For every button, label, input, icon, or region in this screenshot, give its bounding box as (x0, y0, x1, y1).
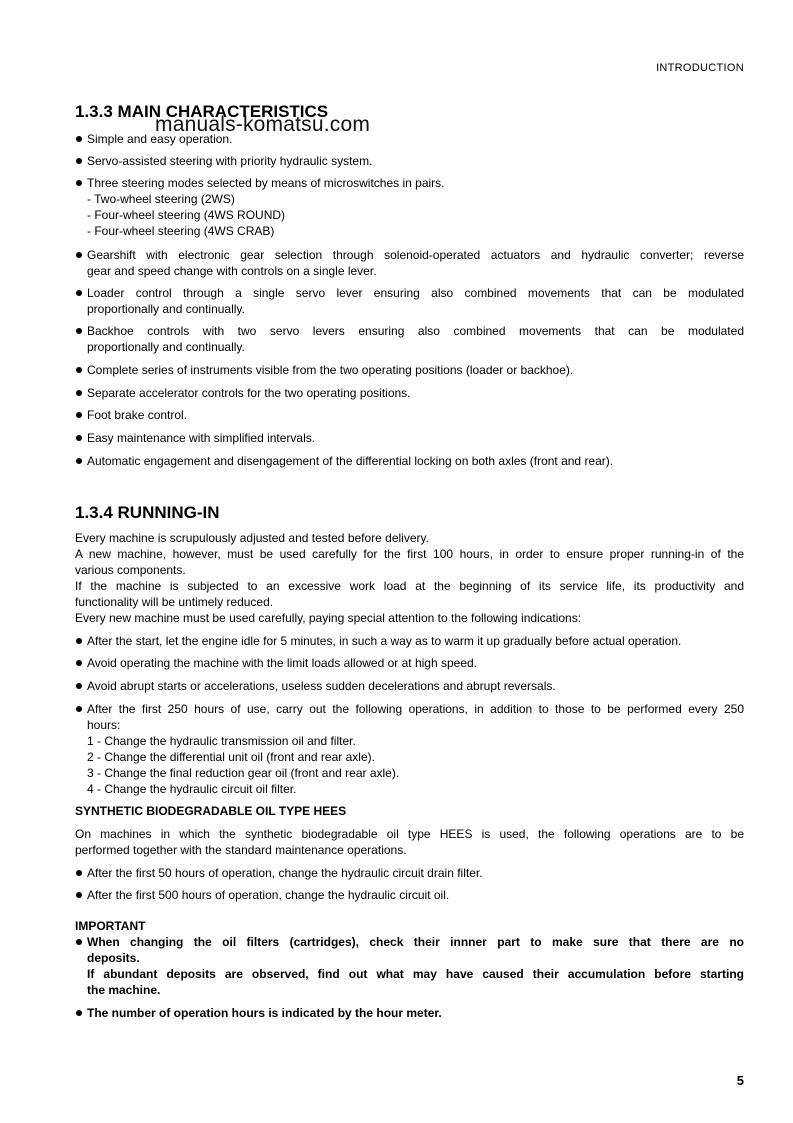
text-line: 2 - Change the differential unit oil (front and rear axle). (87, 750, 375, 764)
subheading (75, 918, 744, 934)
bullet-icon (76, 328, 82, 334)
text-line: Easy maintenance with simplified intervals. (87, 431, 316, 445)
bullet-item (75, 701, 744, 797)
text-line: Complete series of instruments visible from the two operating positions (loader or backhoe). (87, 363, 574, 377)
bullet-item (75, 633, 744, 649)
text-line: A new machine, however, must be used carefully for the first 100 hours, in order to ensure proper running-in of the (75, 547, 744, 561)
text-line: the machine. (87, 983, 161, 997)
bullet-item (75, 131, 744, 147)
bullet-icon (76, 367, 82, 373)
section-heading (75, 503, 744, 522)
bullet-item (75, 430, 744, 446)
text-line: Backhoe controls with two servo levers ensuring also combined movements that can be modulated (87, 324, 744, 338)
running-header: INTRODUCTION (656, 62, 744, 74)
bullet-icon (76, 412, 82, 418)
bullet-item (75, 655, 744, 671)
bullet-item (75, 407, 744, 423)
text-line: deposits. (87, 951, 140, 965)
bullet-icon (76, 458, 82, 464)
paragraph (75, 530, 744, 626)
bullet-icon (76, 870, 82, 876)
text-line: 3 - Change the final reduction gear oil (front and rear axle). (87, 766, 400, 780)
bullet-item (75, 934, 744, 998)
text-line: functionality will be untimely reduced. (75, 595, 274, 609)
text-line: - Four-wheel steering (4WS ROUND) (87, 208, 286, 222)
text-line: Servo-assisted steering with priority hydraulic system. (87, 154, 373, 168)
bullet-icon (76, 390, 82, 396)
text-line: Three steering modes selected by means of microswitches in pairs. (87, 176, 445, 190)
text-line: gear and speed change with controls on a single lever. (87, 264, 377, 278)
bullet-icon (76, 290, 82, 296)
bullet-icon (76, 158, 82, 164)
text-line: Automatic engagement and disengagement of the differential locking on both axles (front and rear). (87, 454, 614, 468)
text-line: Avoid abrupt starts or accelerations, useless sudden decelerations and abrupt reversals. (87, 679, 556, 693)
bullet-icon (76, 180, 82, 186)
bullet-icon (76, 252, 82, 258)
bullet-item (75, 175, 744, 239)
text-line: After the first 50 hours of operation, change the hydraulic circuit drain filter. (87, 866, 483, 880)
page-number: 5 (736, 1073, 744, 1088)
bullet-item (75, 865, 744, 881)
text-line: On machines in which the synthetic biodegradable oil type HEES is used, the following operations are to be (75, 827, 744, 841)
bullet-icon (76, 660, 82, 666)
bullet-item (75, 1005, 744, 1021)
text-line: - Two-wheel steering (2WS) (87, 192, 235, 206)
text-line: proportionally and continually. (87, 302, 245, 316)
text-line: If abundant deposits are observed, find out what may have caused their accumulation before starting (87, 967, 744, 981)
text-line: Avoid operating the machine with the limit loads allowed or at high speed. (87, 656, 478, 670)
bullet-icon (76, 683, 82, 689)
text-line: Separate accelerator controls for the two operating positions. (87, 386, 411, 400)
text-line: proportionally and continually. (87, 340, 245, 354)
bullet-item (75, 247, 744, 279)
text-line: various components. (75, 563, 186, 577)
bullet-item (75, 678, 744, 694)
bullet-icon (76, 892, 82, 898)
text-line: 1.3.3 MAIN CHARACTERISTICS (75, 102, 329, 121)
text-line: After the first 500 hours of operation, change the hydraulic circuit oil. (87, 888, 450, 902)
bullet-icon (76, 706, 82, 712)
bullet-icon (76, 638, 82, 644)
text-line: Every new machine must be used carefully, paying special attention to the following indications: (75, 611, 582, 625)
text-line: Foot brake control. (87, 408, 188, 422)
section-heading (75, 102, 744, 121)
bullet-item (75, 887, 744, 903)
text-line: 1.3.4 RUNNING-IN (75, 503, 220, 522)
text-line: Loader control through a single servo lever ensuring also combined movements that can be modulated (87, 286, 744, 300)
bullet-item (75, 453, 744, 469)
text-line: If the machine is subjected to an excessive work load at the beginning of its service life, its productivity and (75, 579, 744, 593)
text-line: SYNTHETIC BIODEGRADABLE OIL TYPE HEES (75, 804, 347, 818)
text-line: After the first 250 hours of use, carry out the following operations, in addition to those to be performed every 250 (87, 702, 744, 716)
bullet-icon (76, 435, 82, 441)
text-line: After the start, let the engine idle for 5 minutes, in such a way as to warm it up gradually before actual operation. (87, 634, 682, 648)
bullet-item (75, 285, 744, 317)
bullet-item (75, 385, 744, 401)
text-line: Gearshift with electronic gear selection through solenoid-operated actuators and hydraulic converter; reverse (87, 248, 744, 262)
subheading (75, 803, 744, 819)
bullet-icon (76, 1010, 82, 1016)
bullet-item (75, 323, 744, 355)
text-line: IMPORTANT (75, 919, 146, 933)
bullet-icon (76, 939, 82, 945)
text-line: Simple and easy operation. (87, 132, 233, 146)
bullet-item (75, 153, 744, 169)
bullet-item (75, 362, 744, 378)
text-line: hours: (87, 718, 121, 732)
paragraph (75, 826, 744, 858)
text-line: Every machine is scrupulously adjusted and tested before delivery. (75, 531, 429, 545)
text-line: 4 - Change the hydraulic circuit oil filter. (87, 782, 297, 796)
text-line: 1 - Change the hydraulic transmission oil and filter. (87, 734, 356, 748)
text-line: performed together with the standard maintenance operations. (75, 843, 407, 857)
bullet-icon (76, 136, 82, 142)
text-line: - Four-wheel steering (4WS CRAB) (87, 224, 275, 238)
text-line: When changing the oil filters (cartridges), check their innner part to make sure that there are no (87, 935, 744, 949)
watermark: manuals-komatsu.com (155, 113, 371, 136)
text-line: The number of operation hours is indicated by the hour meter. (87, 1006, 442, 1020)
